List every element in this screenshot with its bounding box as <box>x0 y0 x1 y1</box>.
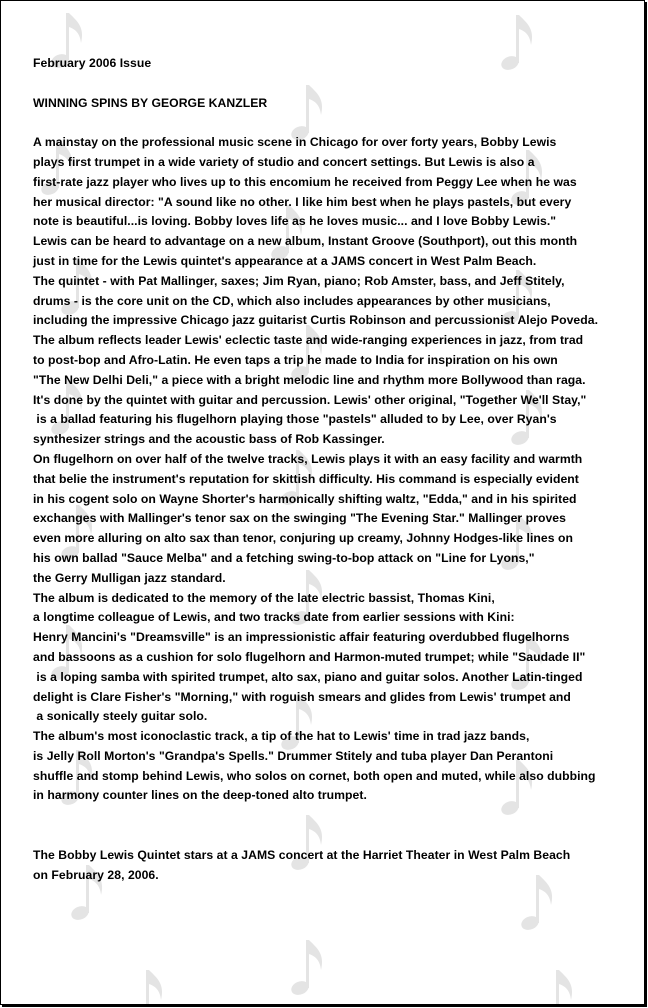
body-line: to post-bop and Afro-Latin. He even taps a trip he made to India for inspiration on his own <box>33 352 558 367</box>
article-body <box>33 133 645 806</box>
article-heading: WINNING SPINS BY GEORGE KANZLER <box>33 95 268 110</box>
body-line: a sonically steely guitar solo. <box>33 709 208 724</box>
music-note-icon <box>129 970 162 1005</box>
music-note-icon <box>539 970 572 1005</box>
body-line: the Gerry Mulligan jazz standard. <box>33 570 226 585</box>
body-line: On flugelhorn on over half of the twelve tracks, Lewis plays it with an easy facility and warmth <box>33 451 583 466</box>
body-line: that belie the instrument's reputation for skittish difficulty. His command is especially evident <box>33 471 579 486</box>
body-line: is Jelly Roll Morton's "Grandpa's Spells." Drummer Stitely and tuba player Dan Perantoni <box>33 748 554 763</box>
body-line: and bassoons as a cushion for solo flugelhorn and Harmon-muted trumpet; while "Saudade II" <box>33 649 586 664</box>
body-line: The album's most iconoclastic track, a tip of the hat to Lewis' time in trad jazz bands, <box>33 729 530 744</box>
body-line: Henry Mancini's "Dreamsville" is an impressionistic affair featuring overdubbed flugelhorns <box>33 630 570 645</box>
body-line: The album reflects leader Lewis' eclectic taste and wide-ranging experiences in jazz, from trad <box>33 333 584 348</box>
issue-date: February 2006 Issue <box>33 56 152 70</box>
body-line: exchanges with Mallinger's tenor sax on the swinging "The Evening Star." Mallinger proves <box>33 511 566 526</box>
body-line: including the impressive Chicago jazz guitarist Curtis Robinson and percussionist Alejo Poveda. <box>33 313 599 328</box>
article <box>33 54 645 885</box>
body-line: is a loping samba with spirited trumpet, alto sax, piano and guitar solos. Another Latin-tinged <box>33 669 583 684</box>
body-line: is a ballad featuring his flugelhorn playing those "pastels" alluded to by Lee, over Ryan's <box>33 412 557 427</box>
body-line: note is beautiful...is loving. Bobby loves life as he loves music... and I love Bobby Lewis." <box>33 214 557 229</box>
body-line: drums - is the core unit on the CD, which also includes appearances by other musicians, <box>33 293 551 308</box>
footer-line: on February 28, 2006. <box>33 867 159 882</box>
concert-note <box>33 846 645 886</box>
body-line: in his cogent solo on Wayne Shorter's harmonically shifting waltz, "Edda," and in his spirited <box>33 491 577 506</box>
body-line: Lewis can be heard to advantage on a new album, Instant Groove (Southport), out this month <box>33 234 578 249</box>
body-line: a longtime colleague of Lewis, and two tracks date from earlier sessions with Kini: <box>33 610 515 625</box>
body-line: The quintet - with Pat Mallinger, saxes; Jim Ryan, piano; Rob Amster, bass, and Jeff Stitely, <box>33 273 565 288</box>
body-line: A mainstay on the professional music scene in Chicago for over forty years, Bobby Lewis <box>33 135 557 150</box>
body-line: delight is Clare Fisher's "Morning," with roguish smears and glides from Lewis' trumpet and <box>33 689 571 704</box>
body-line: shuffle and stomp behind Lewis, who solos on cornet, both open and muted, while also dubbing <box>33 768 596 783</box>
body-line: plays first trumpet in a wide variety of studio and concert settings. But Lewis is also a <box>33 154 535 169</box>
body-line: synthesizer strings and the acoustic bass of Rob Kassinger. <box>33 432 385 447</box>
body-line: It's done by the quintet with guitar and percussion. Lewis' other original, "Together We'll Stay," <box>33 392 587 407</box>
body-line: even more alluring on alto sax than tenor, conjuring up creamy, Johnny Hodges-like lines on <box>33 531 573 546</box>
body-line: his own ballad "Sauce Melba" and a fetching swing-to-bop attack on "Line for Lyons," <box>33 550 535 565</box>
body-line: her musical director: "A sound like no other. I like him best when he plays pastels, but every <box>33 194 572 209</box>
body-line: The album is dedicated to the memory of the late electric bassist, Thomas Kini, <box>33 590 495 605</box>
music-note-icon <box>289 940 322 997</box>
body-line: first-rate jazz player who lives up to this encomium he received from Peggy Lee when he was <box>33 174 577 189</box>
footer-line: The Bobby Lewis Quintet stars at a JAMS concert at the Harriet Theater in West Palm Beach <box>33 847 571 862</box>
body-line: just in time for the Lewis quintet's appearance at a JAMS concert in West Palm Beach. <box>33 253 537 268</box>
body-line: in harmony counter lines on the deep-toned alto trumpet. <box>33 788 367 803</box>
body-line: "The New Delhi Deli," a piece with a bright melodic line and rhythm more Bollywood than raga. <box>33 372 586 387</box>
